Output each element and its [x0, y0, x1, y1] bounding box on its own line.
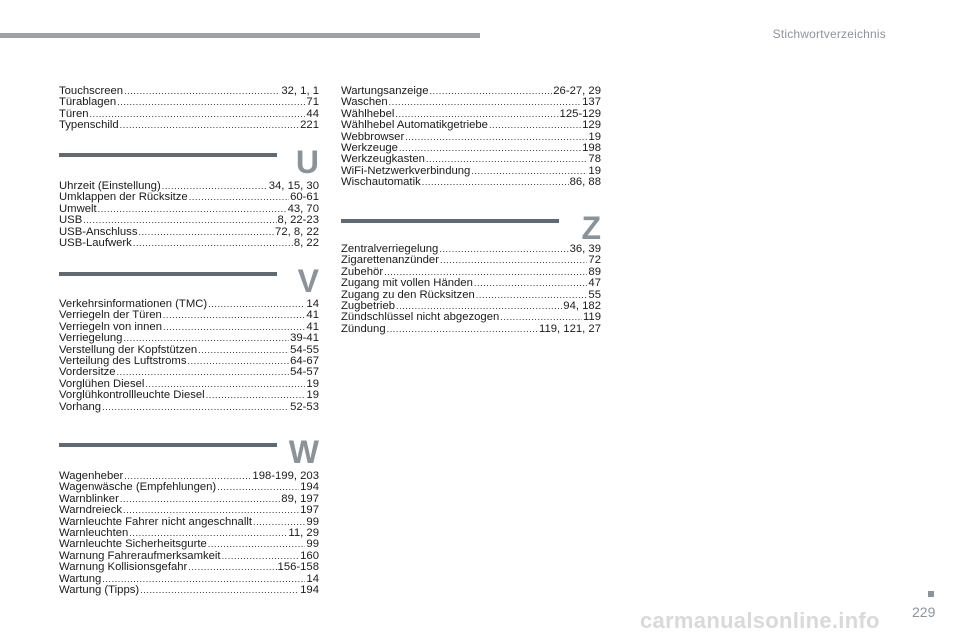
index-entry: Uhrzeit (Einstellung) ..... 34, 15, 30	[59, 181, 319, 192]
index-entry: Touchscreen ..... 32, 1, 1	[59, 86, 319, 97]
index-entry: Warnblinker ..... 89, 197	[59, 494, 319, 505]
index-entry: Türablagen ..... 71	[59, 97, 319, 108]
section-header-v	[59, 263, 319, 299]
section-letter: V	[297, 263, 319, 299]
index-group-w	[59, 471, 319, 596]
index-entry: Verteilung des Luftstroms ..... 64-67	[59, 356, 319, 367]
section-header-u	[59, 144, 319, 180]
index-entry: Wartung ..... 14	[59, 574, 319, 585]
index-entry: Warnleuchten ..... 11, 29	[59, 528, 319, 539]
index-entry: USB-Anschluss ..... 72, 8, 22	[59, 227, 319, 238]
index-group-u	[59, 181, 319, 249]
section-rule	[59, 272, 277, 276]
section-letter: W	[288, 434, 319, 470]
index-entry: Wischautomatik ..... 86, 88	[341, 177, 601, 188]
index-group-z	[341, 244, 601, 335]
index-entry: Verriegeln der Türen ..... 41	[59, 310, 319, 321]
index-entry: Zugang mit vollen Händen ..... 47	[341, 278, 601, 289]
index-entry: Warndreieck ..... 197	[59, 505, 319, 516]
section-rule	[59, 153, 277, 157]
page-number: 229	[912, 604, 936, 620]
index-entry: USB ..... 8, 22-23	[59, 215, 319, 226]
index-entry: Werkzeugkasten ..... 78	[341, 154, 601, 165]
section-header-z	[341, 210, 601, 246]
section-rule	[341, 219, 559, 223]
page-title: Stichwortverzeichnis	[772, 27, 886, 41]
index-entry: Zentralverriegelung ..... 36, 39	[341, 244, 601, 255]
index-entry: Warnleuchte Fahrer nicht angeschnallt ..... 99	[59, 517, 319, 528]
section-letter: U	[295, 144, 319, 180]
index-entry: Warnung Kollisionsgefahr ..... 156-158	[59, 562, 319, 573]
watermark: carmanualsonline.info	[640, 608, 880, 633]
section-rule	[59, 443, 277, 447]
index-entry: Verriegeln von innen ..... 41	[59, 322, 319, 333]
index-entry: Verkehrsinformationen (TMC) ..... 14	[59, 299, 319, 310]
index-entry: Waschen ..... 137	[341, 97, 601, 108]
index-entry: Zigarettenanzünder ..... 72	[341, 255, 601, 266]
index-entry: Wagenwäsche (Empfehlungen) ..... 194	[59, 482, 319, 493]
index-group-w-continued	[341, 86, 601, 189]
index-group-t	[59, 86, 319, 132]
index-entry: Wählhebel ..... 125-129	[341, 109, 601, 120]
index-entry: Vorhang ..... 52-53	[59, 402, 319, 413]
index-group-v	[59, 299, 319, 413]
index-entry: Typenschild ..... 221	[59, 120, 319, 131]
index-entry: USB-Laufwerk ..... 8, 22	[59, 238, 319, 249]
index-entry: Zugbetrieb ..... 94, 182	[341, 301, 601, 312]
section-header-w	[59, 434, 319, 470]
index-entry: Verstellung der Kopfstützen ..... 54-55	[59, 345, 319, 356]
header-bar	[0, 33, 480, 38]
index-entry: Zündschlüssel nicht abgezogen ..... 119	[341, 312, 601, 323]
index-entry: Werkzeuge ..... 198	[341, 143, 601, 154]
index-entry: Warnleuchte Sicherheitsgurte ..... 99	[59, 539, 319, 550]
index-entry: Zugang zu den Rücksitzen ..... 55	[341, 290, 601, 301]
index-entry: Türen ..... 44	[59, 109, 319, 120]
index-entry: WiFi-Netzwerkverbindung ..... 19	[341, 166, 601, 177]
index-entry: Vorglühkontrollleuchte Diesel ..... 19	[59, 390, 319, 401]
index-entry: Wartung (Tipps) ..... 194	[59, 585, 319, 596]
index-entry: Wählhebel Automatikgetriebe ..... 129	[341, 120, 601, 131]
index-entry: Zubehör ..... 89	[341, 267, 601, 278]
index-entry: Warnung Fahreraufmerksamkeit ..... 160	[59, 551, 319, 562]
index-entry: Vorglühen Diesel ..... 19	[59, 379, 319, 390]
index-entry: Webbrowser ..... 19	[341, 132, 601, 143]
index-entry: Zündung ..... 119, 121, 27	[341, 324, 601, 335]
index-entry: Vordersitze ..... 54-57	[59, 367, 319, 378]
footer-marker	[928, 591, 934, 597]
index-entry: Umklappen der Rücksitze ..... 60-61	[59, 192, 319, 203]
index-entry: Wartungsanzeige ..... 26-27, 29	[341, 86, 601, 97]
index-entry: Verriegelung ..... 39-41	[59, 333, 319, 344]
index-entry: Umwelt ..... 43, 70	[59, 204, 319, 215]
section-letter: Z	[581, 210, 601, 246]
index-entry: Wagenheber ..... 198-199, 203	[59, 471, 319, 482]
